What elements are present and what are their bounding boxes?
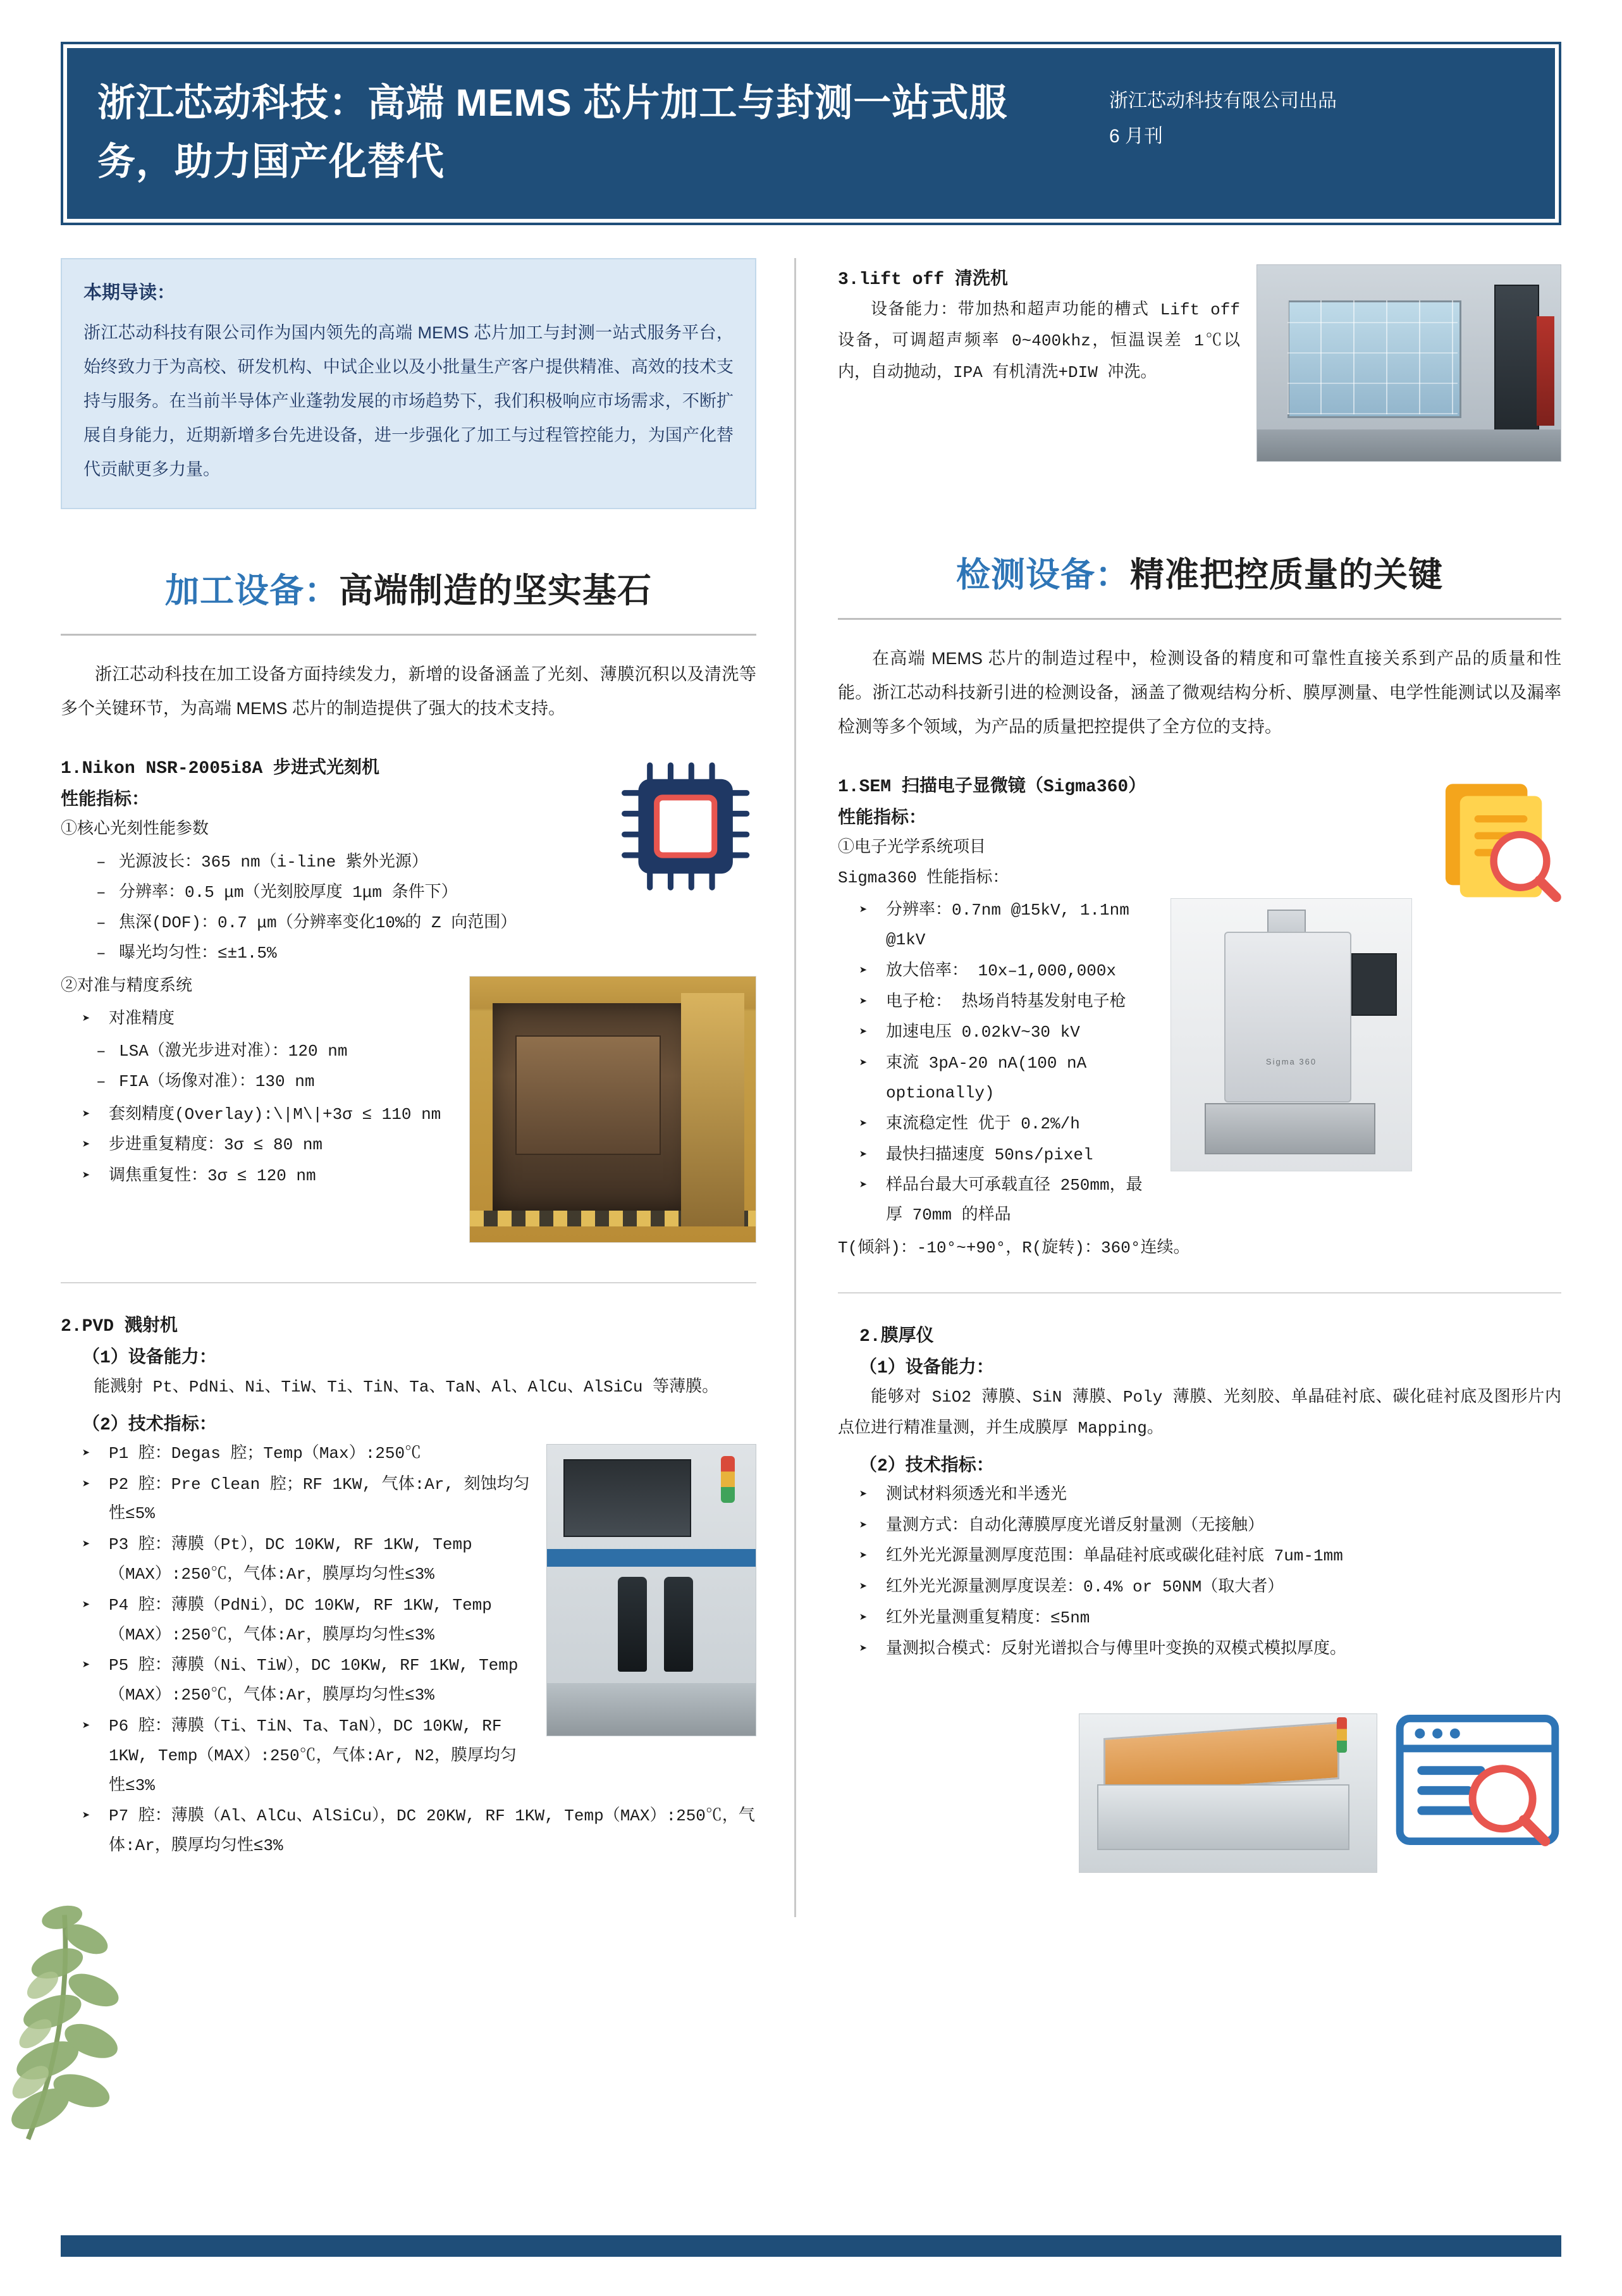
list-item: ➤ P3 腔：薄膜（Pt），DC 10KW, RF 1KW, Temp（MAX）:250℃，气体:Ar，膜厚均匀性≤3% bbox=[61, 1530, 756, 1589]
left-section-heading bbox=[61, 564, 756, 612]
film-title: 2.膜厚仪 bbox=[859, 1327, 934, 1347]
list-item: ➤ 步进重复精度：3σ ≤ 80 nm bbox=[61, 1130, 756, 1160]
sem-spec-label: 性能指标： bbox=[838, 809, 927, 829]
footer-bar bbox=[61, 2235, 1561, 2257]
list-item: ➤ 电子枪： 热场肖特基发射电子枪 bbox=[838, 987, 1561, 1017]
list-item: ➤ 对准精度 bbox=[61, 1004, 756, 1034]
list-item: ➤ 样品台最大可承载直径 250mm，最厚 70mm 的样品 bbox=[838, 1171, 1561, 1230]
litho-precision-list bbox=[61, 1100, 756, 1191]
list-item: – FIA（场像对准）：130 nm bbox=[61, 1066, 756, 1097]
litho-title: 1.Nikon NSR-2005i8A 步进式光刻机 bbox=[61, 759, 380, 779]
publisher-name: 浙江芯动科技有限公司出品 bbox=[1109, 90, 1337, 111]
equipment-film bbox=[838, 1321, 1561, 1664]
litho-group1-list bbox=[61, 847, 756, 968]
publisher-block bbox=[1109, 73, 1337, 154]
intro-callout bbox=[61, 258, 756, 509]
page-header bbox=[61, 42, 1561, 225]
right-section-heading bbox=[838, 548, 1561, 596]
list-item: ➤ P5 腔：薄膜（Ni、TiW），DC 10KW, RF 1KW, Temp（MAX）:250℃，气体:Ar，膜厚均匀性≤3% bbox=[61, 1651, 756, 1710]
pvd-capability-text: 能溅射 Pt、PdNi、Ni、TiW、Ti、TiN、Ta、TaN、Al、AlCu、AlSiCu 等薄膜。 bbox=[94, 1378, 719, 1397]
pvd-tech-label: （2）技术指标： bbox=[82, 1415, 217, 1435]
intro-title: 本期导读： bbox=[83, 283, 176, 303]
left-divider-1 bbox=[61, 1282, 756, 1283]
pvd-title: 2.PVD 溅射机 bbox=[61, 1317, 178, 1337]
leaf-decoration-icon bbox=[6, 1879, 152, 2144]
litho-align-group bbox=[61, 1004, 756, 1034]
film-tech-label: （2）技术指标： bbox=[859, 1456, 994, 1476]
list-item: ➤ 套刻精度(Overlay):\|M\|+3σ ≤ 110 nm bbox=[61, 1100, 756, 1130]
liftoff-title: 3.lift off 清洗机 bbox=[838, 270, 1008, 290]
right-section-heading-a: 检测设备： bbox=[956, 556, 1130, 594]
litho-group1: ①核心光刻性能参数 bbox=[61, 820, 209, 839]
litho-spec-label: 性能指标： bbox=[61, 791, 150, 810]
equipment-pvd bbox=[61, 1311, 756, 1863]
pvd-capability-label: （1）设备能力： bbox=[82, 1349, 217, 1369]
list-item: ➤ 加速电压 0.02kV~30 kV bbox=[838, 1018, 1561, 1047]
list-item: ➤ 量测拟合模式：反射光谱拟合与傅里叶变换的双模式模拟厚度。 bbox=[838, 1634, 1561, 1664]
film-tech-list bbox=[838, 1480, 1561, 1664]
left-blurb: 浙江芯动科技在加工设备方面持续发力，新增的设备涵盖了光刻、薄膜沉积以及清洗等多个关键环节，为高端 MEMS 芯片的制造提供了强大的技术支持。 bbox=[61, 665, 756, 718]
list-item: ➤ P2 腔：Pre Clean 腔；RF 1KW, 气体:Ar, 刻蚀均匀性≤5% bbox=[61, 1470, 756, 1529]
litho-align-list bbox=[61, 1036, 756, 1097]
list-item: ➤ P7 腔：薄膜（Al、AlCu、AlSiCu），DC 20KW, RF 1KW, Temp（MAX）:250℃，气体:Ar，膜厚均匀性≤3% bbox=[61, 1801, 756, 1861]
sem-title: 1.SEM 扫描电子显微镜（Sigma360） bbox=[838, 777, 1146, 797]
sem-group1: ①电子光学系统项目 bbox=[838, 838, 986, 857]
film-photo bbox=[1079, 1713, 1377, 1873]
list-item: ➤ 束流 3pA-20 nA(100 nA optionally) bbox=[838, 1049, 1561, 1108]
left-section-rule bbox=[61, 634, 756, 636]
list-item: ➤ 最快扫描速度 50ns/pixel bbox=[838, 1140, 1561, 1170]
film-capability-label: （1）设备能力： bbox=[859, 1359, 994, 1379]
browser-search-icon bbox=[1394, 1713, 1561, 1849]
list-item: ➤ 红外光光源量测厚度范围：单晶硅衬底或碳化硅衬底 7um-1mm bbox=[838, 1541, 1561, 1571]
content-columns bbox=[61, 258, 1561, 1917]
right-divider-1 bbox=[838, 1292, 1561, 1293]
list-item: ➤ 红外光光源量测厚度误差：0.4% or 50NM（取大者） bbox=[838, 1572, 1561, 1602]
list-item: – 光源波长：365 nm（i-line 紫外光源） bbox=[61, 847, 756, 877]
list-item: ➤ 放大倍率： 10x–1,000,000x bbox=[838, 956, 1561, 986]
list-item: – 曝光均匀性：≤±1.5% bbox=[61, 938, 756, 968]
sem-photo: Sigma 360 bbox=[1170, 898, 1412, 1171]
equipment-litho bbox=[61, 753, 756, 1253]
sem-spec-list bbox=[838, 896, 1561, 1230]
right-blurb: 在高端 MEMS 芯片的制造过程中，检测设备的精度和可靠性直接关系到产品的质量和性能。浙江芯动科技新引进的检测设备，涵盖了微观结构分析、膜厚测量、电学性能测试以及漏率检测等多个领域，为产品的质量把控提供了全方位的支持。 bbox=[838, 649, 1561, 736]
litho-group2: ②对准与精度系统 bbox=[61, 977, 193, 996]
list-item: ➤ 分辨率：0.7nm @15kV, 1.1nm @1kV bbox=[838, 896, 1561, 955]
right-section-rule bbox=[838, 618, 1561, 620]
film-capability-text: 能够对 SiO2 薄膜、SiN 薄膜、Poly 薄膜、光刻胶、单晶硅衬底、碳化硅衬底及图形片内点位进行精准量测，并生成膜厚 Mapping。 bbox=[838, 1388, 1561, 1438]
sem-note: Sigma360 性能指标： bbox=[838, 868, 1009, 888]
page-title: 浙江芯动科技：高端 MEMS 芯片加工与封测一站式服务，助力国产化替代 bbox=[97, 82, 1008, 183]
liftoff-photo bbox=[1256, 264, 1561, 462]
list-item: ➤ 红外光量测重复精度：≤5nm bbox=[838, 1603, 1561, 1633]
list-item: ➤ P6 腔：薄膜（Ti、TiN、Ta、TaN），DC 10KW, RF 1KW, Temp（MAX）:250℃，气体:Ar, N2，膜厚均匀性≤3% bbox=[61, 1712, 756, 1800]
left-column bbox=[61, 258, 794, 1917]
liftoff-text: 设备能力：带加热和超声功能的槽式 Lift off 设备，可调超声频率 0~400khz，恒温误差 1℃以内，自动抛动，IPA 有机清洗+DIW 冲洗。 bbox=[838, 300, 1240, 382]
list-item: ➤ 测试材料须透光和半透光 bbox=[838, 1480, 1561, 1510]
sem-tail: T(倾斜)：-10°~+90°，R(旋转)：360°连续。 bbox=[838, 1238, 1190, 1257]
left-section-heading-b: 高端制造的坚实基石 bbox=[339, 572, 652, 610]
equipment-sem bbox=[838, 772, 1561, 1263]
list-item: ➤ P1 腔：Degas 腔；Temp（Max）:250℃ bbox=[61, 1439, 756, 1469]
list-item: – 焦深(DOF)：0.7 μm（分辨率变化10%的 Z 向范围） bbox=[61, 908, 756, 938]
list-item: ➤ P4 腔：薄膜（PdNi），DC 10KW, RF 1KW, Temp（MAX）:250℃，气体:Ar，膜厚均匀性≤3% bbox=[61, 1591, 756, 1650]
right-section-heading-b: 精准把控质量的关键 bbox=[1130, 556, 1443, 594]
list-item: ➤ 束流稳定性 优于 0.2%/h bbox=[838, 1109, 1561, 1139]
list-item: ➤ 量测方式：自动化薄膜厚度光谱反射量测（无接触） bbox=[838, 1511, 1561, 1541]
equipment-liftoff bbox=[838, 264, 1561, 472]
list-item: ➤ 调焦重复性：3σ ≤ 120 nm bbox=[61, 1161, 756, 1191]
list-item: – LSA（激光步进对准）：120 nm bbox=[61, 1036, 756, 1066]
intro-text: 浙江芯动科技有限公司作为国内领先的高端 MEMS 芯片加工与封测一站式服务平台，始终致力于为高校、研发机构、中试企业以及小批量生产客户提供精准、高效的技术支持与服务。在当前半导体产业蓬勃发展的市场趋势下，我们积极响应市场需求，不断扩展自身能力，近期新增多台先进设备，进一步强化了加工与过程管控能力，为国产化替代贡献更多力量。 bbox=[83, 323, 734, 479]
list-item: – 分辨率：0.5 μm（光刻胶厚度 1μm 条件下） bbox=[61, 877, 756, 908]
document-search-icon bbox=[1428, 777, 1561, 906]
right-column bbox=[796, 258, 1561, 1917]
issue-label: 6 月刊 bbox=[1109, 125, 1164, 147]
left-section-heading-a: 加工设备： bbox=[165, 572, 339, 610]
